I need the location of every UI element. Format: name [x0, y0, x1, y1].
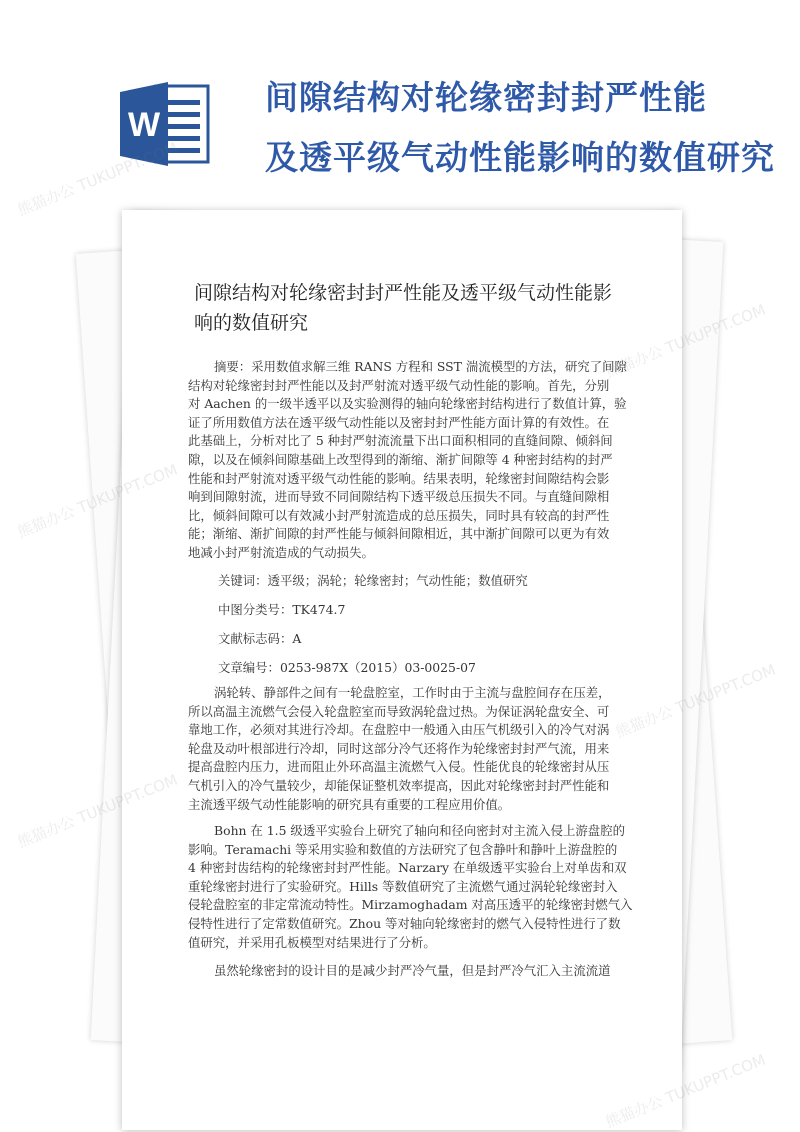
watermark: 熊猫办公 TUKUPPT.COM — [15, 138, 181, 220]
svg-text:W: W — [127, 106, 161, 144]
paragraph-line: 值研究，并采用孔板模型对结果进行了分析。 — [188, 934, 436, 950]
abstract-line: 地减小封严射流造成的气动损失。 — [188, 544, 374, 560]
paragraph-line: 轮盘及动叶根部进行冷却，同时这部分冷气还将作为轮缘密封封严气流，用来 — [188, 740, 610, 756]
banner-title-line1: 间隙结构对轮缘密封封严性能 — [265, 78, 707, 117]
abstract-line: 响到间隙射流，进而导致不同间隙结构下透平级总压损失不同。与直缝间隙相 — [188, 489, 610, 505]
abstract-line: 性能和封严射流对透平级气动性能的影响。结果表明，轮缘密封间隙结构会影 — [188, 470, 610, 486]
abstract-line: 隙，以及在倾斜间隙基础上改型得到的渐缩、渐扩间隙等 4 种密封结构的封严 — [188, 451, 613, 467]
paragraph-line: 主流透平级气动性能影响的研究具有重要的工程应用价值。 — [188, 796, 511, 812]
document-title-line2: 响的数值研究 — [194, 312, 309, 334]
paragraph-line: 所以高温主流燃气会侵入轮盘腔室而导致涡轮盘过热。为保证涡轮盘安全、可 — [188, 703, 610, 719]
paragraph-line: 涡轮转、静部件之间有一轮盘腔室，工作时由于主流与盘腔间存在压差， — [214, 685, 611, 700]
body-paragraph — [188, 684, 640, 814]
paragraph-line: 侵特性进行了定常数值研究。Zhou 等对轴向轮缘密封的燃气入侵特性进行了数 — [188, 915, 621, 931]
banner-title-line2: 及透平级气动性能影响的数值研究 — [265, 138, 775, 177]
abstract-line: 结构对轮缘密封封严性能以及封严射流对透平级气动性能的影响。首先，分别 — [188, 377, 610, 393]
abstract-line: 能；渐缩、渐扩间隙的封严性能与倾斜间隙相近，其中渐扩间隙可以更为有效 — [188, 526, 610, 542]
watermark: 熊猫办公 TUKUPPT.COM — [603, 1050, 769, 1132]
watermark: 熊猫办公 — [15, 502, 78, 542]
abstract-line: 摘要：采用数值求解三维 RANS 方程和 SST 湍流模型的方法，研究了间隙 — [214, 359, 627, 374]
abstract-line: 此基础上，分析对比了 5 种封严射流流量下出口面积相同的直缝间隙、倾斜间 — [188, 433, 613, 449]
banner-header — [0, 0, 800, 190]
watermark: TUKUPPT.COM — [673, 660, 779, 718]
article-number: 文章编号：0253-987X（2015）03-0025-07 — [218, 660, 476, 675]
abstract-line: 对 Aachen 的一级半透平以及实验测得的轴向轮缘密封结构进行了数值计算，验 — [188, 396, 627, 412]
paragraph-line: 气机引入的冷气量较少，却能保证整机效率提高，因此对轮缘密封封严性能和 — [188, 777, 610, 793]
abstract — [188, 358, 640, 563]
abstract-line: 比，倾斜间隙可以有效减小封严射流造成的总压损失，同时具有较高的封严性 — [188, 507, 610, 523]
body-paragraph — [188, 822, 640, 952]
document-code: 文献标志码：A — [218, 631, 302, 646]
paragraph-line: 4 种密封齿结构的轮缘密封封严性能。Narzary 在单级透平实验台上对单齿和双 — [188, 860, 627, 876]
document-title-line1: 间隙结构对轮缘密封封严性能及透平级气动性能影 — [194, 282, 613, 304]
paragraph-line: 侵轮盘腔室的非定常流动特性。Mirzamoghadam 对高压透平的轮缘密封燃气入 — [188, 897, 633, 913]
clc-number: 中图分类号：TK474.7 — [218, 602, 346, 617]
paragraph-line: 靠地工作，必须对其进行冷却。在盘腔中一般通入由压气机级引入的冷气对涡 — [188, 722, 610, 738]
document-title — [194, 278, 644, 338]
paragraph-line: 虽然轮缘密封的设计目的是减少封严冷气量，但是封严冷气汇入主流流道 — [214, 963, 611, 978]
banner-title — [265, 68, 775, 188]
body-paragraph — [188, 962, 640, 981]
document-page — [122, 210, 682, 1130]
watermark: 熊猫办公 TUKUPPT.COM — [15, 770, 181, 852]
paragraph-line: 提高盘腔内压力，进而阻止外环高温主流燃气入侵。性能优良的轮缘密封从压 — [188, 759, 610, 775]
abstract-line: 证了所用数值方法在透平级气动性能以及密封封严性能方面计算的有效性。在 — [188, 414, 610, 430]
keywords: 关键词：透平级；涡轮；轮缘密封；气动性能；数值研究 — [218, 573, 528, 588]
word-document-icon — [118, 80, 214, 168]
paragraph-line: 影响。Teramachi 等采用实验和数值的方法研究了包含静叶和静叶上游盘腔的 — [188, 841, 618, 857]
paragraph-line: Bohn 在 1.5 级透平实验台上研究了轴向和径向密封对主流入侵上游盘腔的 — [214, 823, 625, 838]
paragraph-line: 重轮缘密封进行了实验研究。Hills 等数值研究了主流燃气通过涡轮轮缘密封入 — [188, 878, 618, 894]
